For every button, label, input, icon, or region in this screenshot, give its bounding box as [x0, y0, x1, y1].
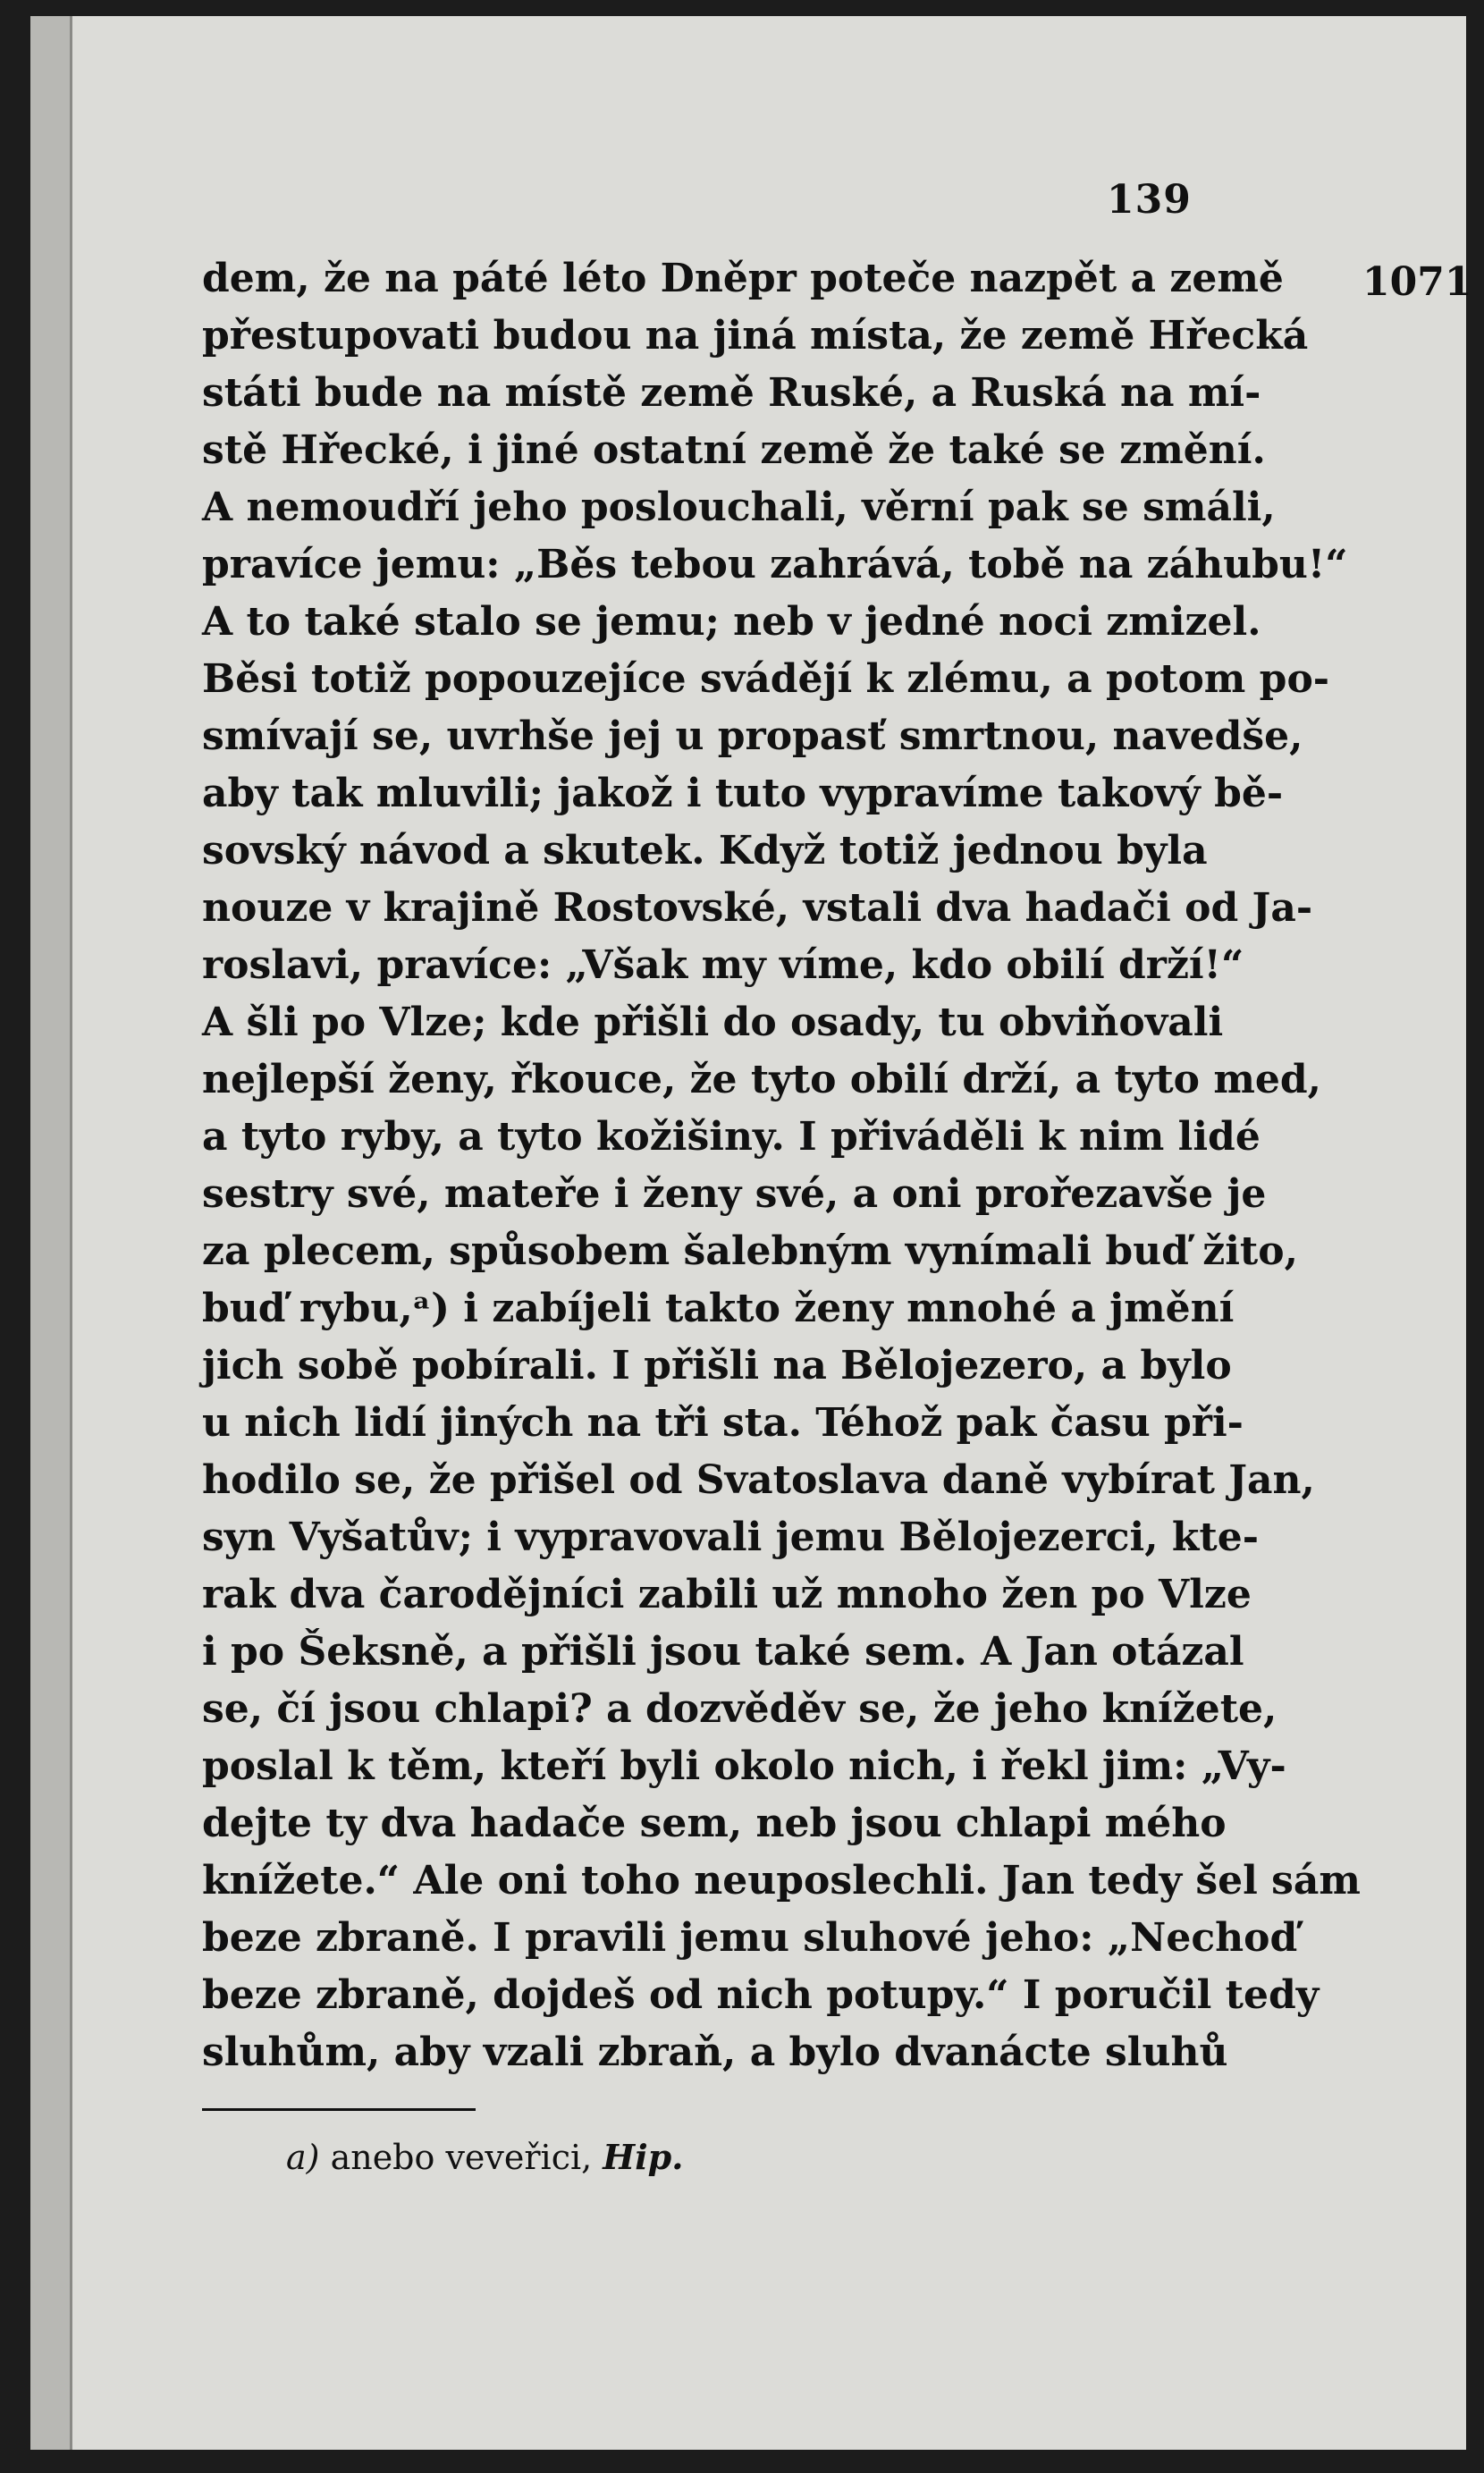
text-line: dem, že na páté léto Dněpr poteče nazpět a země — [202, 256, 1284, 301]
text-line: jich sobě pobírali. I přišli na Bělojezero, a bylo — [202, 1343, 1232, 1388]
text-line: beze zbraně. I pravili jemu sluhové jeho: „Nechoď — [202, 1915, 1298, 1961]
text-line: a tyto ryby, a tyto kožišiny. I přiváděli k nim lidé — [202, 1114, 1261, 1160]
text-line: aby tak mluvili; jakož i tuto vypravíme takový bě- — [202, 771, 1284, 816]
text-line: rak dva čarodějníci zabili už mnoho žen po Vlze — [202, 1572, 1252, 1617]
page-gutter — [30, 16, 72, 2450]
text-line: sestry své, mateře i ženy své, a oni prořezavše je — [202, 1171, 1267, 1217]
text-line: knížete.“ Ale oni toho neuposlechli. Jan tedy šel sám — [202, 1858, 1361, 1903]
text-line: sovský návod a skutek. Když totiž jednou byla — [202, 828, 1208, 874]
footnote-text: anebo veveřici, — [319, 2138, 603, 2177]
text-line: se, čí jsou chlapi? a dozvěděv se, že jeho knížete, — [202, 1686, 1277, 1732]
text-line: i po Šeksně, a přišli jsou také sem. A Jan otázal — [202, 1629, 1244, 1675]
text-line: přestupovati budou na jiná místa, že země Hřecká — [202, 313, 1309, 359]
text-line: za plecem, spůsobem šalebným vynímali buď žito, — [202, 1228, 1298, 1274]
footnote-divider — [202, 2108, 476, 2111]
footnote — [286, 2137, 683, 2177]
text-line: dejte ty dva hadače sem, neb jsou chlapi mého — [202, 1801, 1227, 1846]
text-line: nouze v krajině Rostovské, vstali dva hadači od Ja- — [202, 885, 1313, 931]
text-line: buď rybu,ᵃ) i zabíjeli takto ženy mnohé a jmění — [202, 1286, 1235, 1331]
text-line: státi bude na místě země Ruské, a Ruská na mí- — [202, 370, 1261, 416]
margin-year-note: 1071 — [1362, 259, 1472, 305]
text-line: pravíce jemu: „Běs tebou zahrává, tobě na záhubu!“ — [202, 542, 1348, 587]
text-line: syn Vyšatův; i vypravovali jemu Bělojezerci, kte- — [202, 1515, 1259, 1560]
text-line: smívají se, uvrhše jej u propasť smrtnou, navedše, — [202, 713, 1303, 759]
page-number: 139 — [1107, 177, 1192, 223]
text-line: A šli po Vlze; kde přišli do osady, tu obviňovali — [202, 1000, 1224, 1045]
text-line: A nemoudří jeho poslouchali, věrní pak se smáli, — [202, 485, 1276, 530]
text-line: roslavi, pravíce: „Však my víme, kdo obilí drží!“ — [202, 942, 1244, 988]
footnote-source: Hip. — [603, 2137, 684, 2177]
text-line: hodilo se, že přišel od Svatoslava daně vybírat Jan, — [202, 1457, 1315, 1503]
body-text — [202, 250, 1361, 2081]
text-line: nejlepší ženy, řkouce, že tyto obilí drží, a tyto med, — [202, 1057, 1321, 1102]
text-line: u nich lidí jiných na tři sta. Téhož pak času při- — [202, 1400, 1244, 1446]
text-line: stě Hřecké, i jiné ostatní země že také se změní. — [202, 427, 1266, 473]
text-line: poslal k těm, kteří byli okolo nich, i řekl jim: „Vy- — [202, 1743, 1286, 1789]
text-line: sluhům, aby vzali zbraň, a bylo dvanácte sluhů — [202, 2030, 1228, 2075]
text-line: Běsi totiž popouzejíce svádějí k zlému, a potom po- — [202, 656, 1330, 702]
text-line: beze zbraně, dojdeš od nich potupy.“ I poručil tedy — [202, 1972, 1320, 2018]
text-line: A to také stalo se jemu; neb v jedné noci zmizel. — [202, 599, 1261, 645]
footnote-marker: a) — [286, 2138, 320, 2177]
